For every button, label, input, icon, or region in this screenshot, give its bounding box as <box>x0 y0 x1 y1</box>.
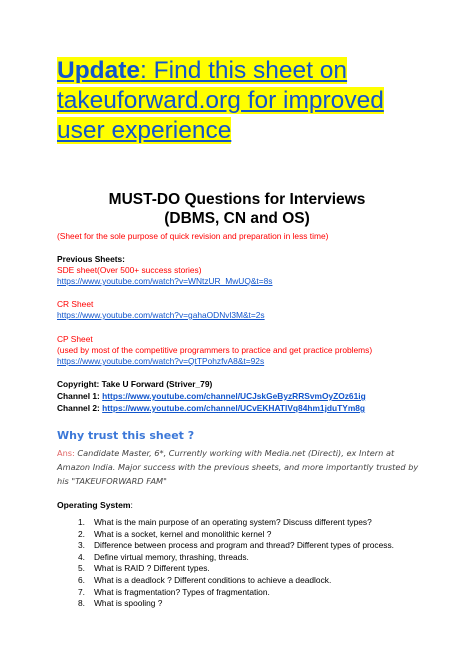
cr-sheet-label: CR Sheet <box>57 299 94 309</box>
list-item: 4. Define virtual memory, thrashing, threads. <box>78 551 249 562</box>
update-label[interactable]: Update <box>57 57 141 84</box>
update-banner[interactable] <box>57 56 397 146</box>
channel-1-label: Channel 1: <box>57 391 100 401</box>
channel-2-row <box>57 403 365 413</box>
update-text[interactable]: : Find this sheet on takeuforward.org for improved user experience <box>57 57 384 144</box>
list-item: 6. What is a deadlock ? Different conditions to achieve a deadlock. <box>78 574 332 585</box>
previous-sheets-heading: Previous Sheets: <box>57 254 125 264</box>
page-subtitle: (DBMS, CN and OS) <box>164 210 310 227</box>
channel-2-link[interactable]: https://www.youtube.com/channel/UCvEKHATlVq84hm1jduTYm8g <box>102 403 366 413</box>
os-question-list <box>60 517 394 610</box>
sde-sheet-link[interactable]: https://www.youtube.com/watch?v=WNtzUR_MwUQ&t=8s <box>57 276 273 286</box>
copyright-text: Copyright: Take U Forward (Striver_79) <box>57 379 213 389</box>
channel-2-label: Channel 2: <box>57 403 100 413</box>
answer-body: Candidate Master, 6*, Currently working with Media.net (Directi), ex Intern at Amazon India. Major success with the previous sheets, and more importantly trusted by his "TAKEUFORWARD FAM" <box>57 448 419 486</box>
os-section-heading: Operating System: <box>57 500 133 510</box>
cp-sheet-link[interactable]: https://www.youtube.com/watch?v=QtTPohzfvA8&t=92s <box>57 356 265 366</box>
list-item: 1. What is the main purpose of an operating system? Discuss different types? <box>78 517 372 527</box>
why-trust-text <box>57 446 427 488</box>
why-trust-heading: Why trust this sheet ? <box>57 429 195 442</box>
list-item: 8. What is spooling ? <box>78 598 163 609</box>
list-item: 2. What is a socket, kernel and monolithic kernel ? <box>78 528 272 539</box>
page-title: MUST-DO Questions for Interviews <box>108 191 366 208</box>
cp-sheet-label: CP Sheet <box>57 334 93 344</box>
cr-sheet-link[interactable]: https://www.youtube.com/watch?v=gahaODNvl3M&t=2s <box>57 310 265 320</box>
channel-1-link[interactable]: https://www.youtube.com/channel/UCJskGeByzRRSvmOyZOz61ig <box>102 391 366 401</box>
list-item: 3. Difference between process and program and thread? Different types of process. <box>78 540 394 551</box>
answer-label: Ans: <box>57 448 75 458</box>
sde-sheet-label: SDE sheet(Over 500+ success stories) <box>57 265 202 275</box>
cp-sheet-description: (used by most of the competitive programmers to practice and get practice problems) <box>57 345 373 355</box>
channel-1-row <box>57 391 366 401</box>
list-item: 7. What is fragmentation? Types of fragmentation. <box>78 586 270 597</box>
sheet-purpose-note: (Sheet for the sole purpose of quick revision and preparation in less time) <box>57 231 329 241</box>
list-item: 5. What is RAID ? Different types. <box>78 563 210 574</box>
